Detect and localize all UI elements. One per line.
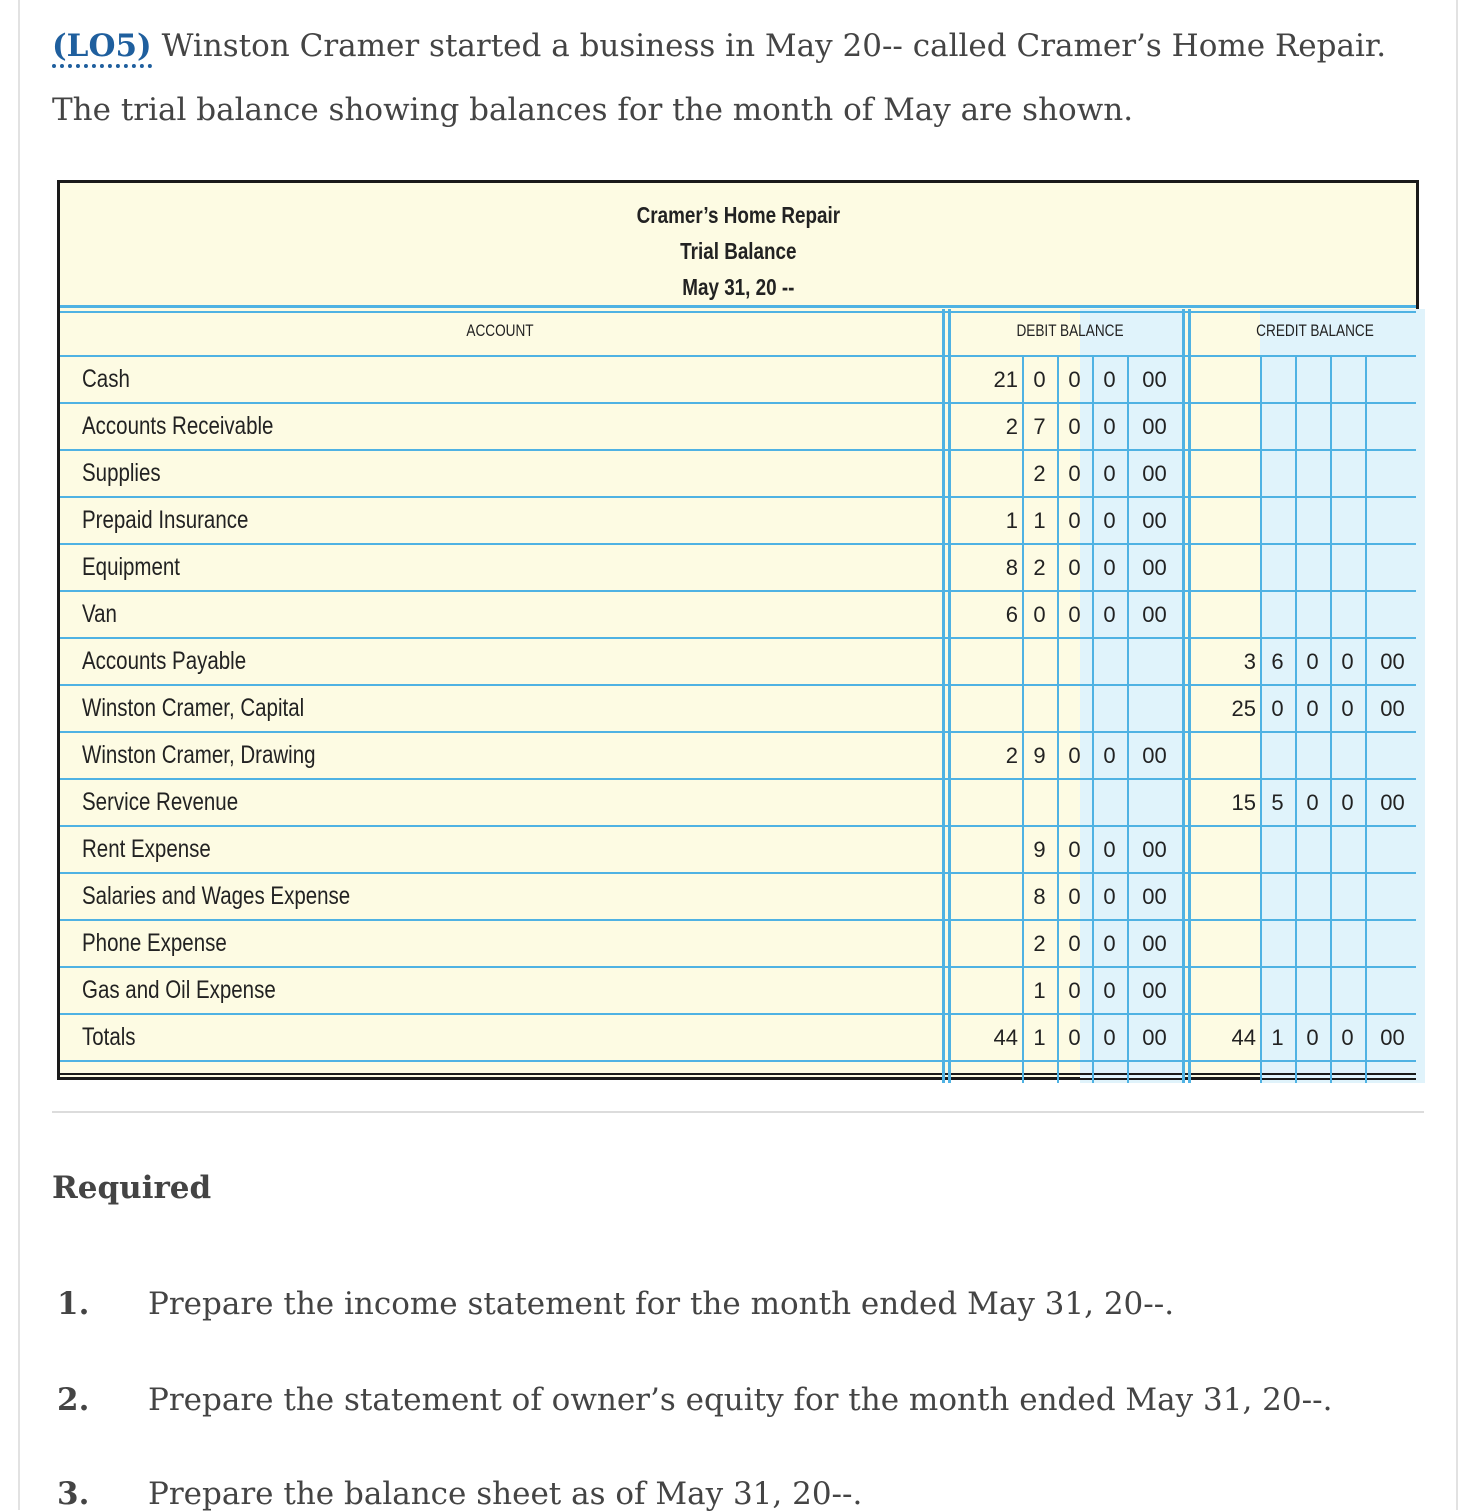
debit-amount-digit: 0	[1103, 837, 1116, 862]
debit-amount-digit: 1	[1033, 508, 1046, 533]
debit-amount-digit	[1057, 638, 1092, 685]
credit-amount-digit	[1260, 403, 1295, 450]
credit-amount-digit	[1295, 544, 1330, 591]
account-name: Prepaid Insurance	[82, 506, 249, 534]
credit-amount-digit: 0	[1341, 649, 1354, 674]
ledger-row	[60, 732, 1416, 779]
debit-amount-digit	[965, 685, 1020, 732]
section-divider	[52, 1111, 1424, 1113]
credit-amount-digit	[1330, 356, 1365, 403]
double-rule	[60, 1078, 1416, 1080]
debit-amount-digit	[1127, 779, 1182, 826]
debit-amount-digit	[965, 920, 1020, 967]
double-rule	[60, 1073, 1416, 1075]
credit-amount-digit	[1203, 826, 1258, 873]
learning-objective-link[interactable]: (LO5)	[52, 28, 152, 68]
credit-amount-digit: 5	[1271, 790, 1284, 815]
credit-amount-digit	[1203, 920, 1258, 967]
credit-amount-digit	[1260, 826, 1295, 873]
debit-amount-digit	[1057, 685, 1092, 732]
ledger-row	[60, 779, 1416, 826]
credit-amount-digit	[1295, 826, 1330, 873]
required-heading: Required	[52, 1170, 212, 1206]
trial-balance-ledger	[57, 180, 1419, 1080]
credit-amount-digit	[1203, 403, 1258, 450]
debit-amount-digit: 0	[1068, 743, 1081, 768]
account-name: Rent Expense	[82, 835, 211, 863]
account-name: Accounts Receivable	[82, 412, 274, 440]
credit-amount-digit	[1260, 920, 1295, 967]
credit-amount-digit	[1330, 920, 1365, 967]
credit-amount-digit: 0	[1271, 696, 1284, 721]
credit-amount-digit	[1365, 591, 1420, 638]
debit-amount-digit: 0	[1103, 978, 1116, 1003]
credit-amount-digit	[1203, 732, 1258, 779]
credit-amount-digit	[1260, 497, 1295, 544]
debit-amount-digit: 0	[1068, 367, 1081, 392]
credit-amount-digit	[1295, 356, 1330, 403]
debit-amount-digit: 0	[1103, 461, 1116, 486]
credit-amount-digit: 1	[1271, 1025, 1284, 1050]
debit-amount-digit: 00	[1142, 743, 1167, 768]
debit-amount-digit: 0	[1068, 602, 1081, 627]
ledger-row	[60, 403, 1416, 450]
credit-amount-digit	[1203, 450, 1258, 497]
debit-amount-digit	[1057, 779, 1092, 826]
debit-amount-digit: 0	[1068, 1025, 1081, 1050]
debit-amount-digit: 0	[1103, 414, 1116, 439]
credit-amount-digit	[1365, 403, 1420, 450]
account-name: Salaries and Wages Expense	[82, 882, 351, 910]
debit-amount-digit	[1092, 779, 1127, 826]
credit-amount-digit: 0	[1306, 790, 1319, 815]
debit-amount-digit	[1127, 685, 1182, 732]
debit-amount-digit	[965, 450, 1020, 497]
credit-amount-digit: 0	[1341, 790, 1354, 815]
debit-amount-digit: 00	[1142, 555, 1167, 580]
debit-amount-digit: 00	[1142, 978, 1167, 1003]
credit-amount-digit	[1295, 591, 1330, 638]
problem-text: Winston Cramer started a business in May 20-- called Cramer’s Home Repair. The trial balance showing balances for the month of May are shown.	[52, 28, 1387, 128]
credit-amount-digit	[1260, 591, 1295, 638]
credit-amount-digit	[1295, 967, 1330, 1014]
debit-amount-digit	[1022, 779, 1057, 826]
credit-amount-digit	[1260, 544, 1295, 591]
debit-amount-digit: 44	[993, 1025, 1018, 1050]
credit-amount-digit: 00	[1380, 790, 1405, 815]
debit-amount-digit: 0	[1068, 931, 1081, 956]
ledger-row	[60, 685, 1416, 732]
debit-amount-digit	[965, 638, 1020, 685]
debit-amount-digit: 8	[1005, 555, 1018, 580]
debit-amount-digit: 00	[1142, 931, 1167, 956]
debit-amount-digit: 00	[1142, 367, 1167, 392]
debit-amount-digit: 7	[1033, 414, 1046, 439]
debit-amount-digit: 00	[1142, 461, 1167, 486]
credit-amount-digit: 0	[1306, 696, 1319, 721]
credit-amount-digit	[1203, 967, 1258, 1014]
account-column-header: ACCOUNT	[466, 321, 534, 340]
debit-amount-digit: 2	[1033, 555, 1046, 580]
credit-amount-digit: 15	[1231, 790, 1256, 815]
ledger-row	[60, 638, 1416, 685]
required-item-text: Prepare the balance sheet as of May 31, 20--.	[148, 1476, 863, 1512]
required-item-number: 1.	[57, 1286, 90, 1322]
debit-amount-digit: 8	[1033, 884, 1046, 909]
credit-amount-digit	[1295, 403, 1330, 450]
credit-amount-digit	[1203, 497, 1258, 544]
problem-intro	[52, 14, 1432, 142]
credit-amount-digit: 0	[1306, 1025, 1319, 1050]
debit-amount-digit: 00	[1142, 837, 1167, 862]
debit-amount-digit: 0	[1103, 743, 1116, 768]
debit-amount-digit: 9	[1033, 837, 1046, 862]
account-name: Cash	[82, 365, 130, 393]
credit-amount-digit	[1330, 450, 1365, 497]
account-name: Accounts Payable	[82, 647, 247, 675]
ledger-heading	[182, 183, 1294, 307]
debit-amount-digit: 2	[1033, 931, 1046, 956]
debit-amount-digit	[1127, 638, 1182, 685]
debit-amount-digit	[965, 967, 1020, 1014]
credit-amount-digit	[1365, 873, 1420, 920]
credit-amount-digit	[1295, 873, 1330, 920]
ledger-row	[60, 873, 1416, 920]
debit-amount-digit: 2	[1033, 461, 1046, 486]
debit-amount-digit: 0	[1068, 837, 1081, 862]
credit-amount-digit	[1330, 826, 1365, 873]
ledger-row	[60, 450, 1416, 497]
ledger-row	[60, 544, 1416, 591]
debit-amount-digit: 21	[993, 367, 1018, 392]
debit-amount-digit: 6	[1005, 602, 1018, 627]
debit-amount-digit: 0	[1068, 461, 1081, 486]
totals-row	[60, 1014, 1416, 1061]
account-name: Gas and Oil Expense	[82, 976, 276, 1004]
credit-amount-digit: 0	[1306, 649, 1319, 674]
credit-amount-digit: 00	[1380, 1025, 1405, 1050]
debit-amount-digit	[965, 873, 1020, 920]
credit-amount-digit	[1260, 450, 1295, 497]
account-name: Winston Cramer, Capital	[82, 694, 305, 722]
debit-amount-digit: 0	[1103, 508, 1116, 533]
debit-column-header: DEBIT BALANCE	[1016, 321, 1124, 340]
credit-amount-digit	[1260, 873, 1295, 920]
credit-amount-digit: 3	[1243, 649, 1256, 674]
credit-amount-digit	[1365, 826, 1420, 873]
debit-amount-digit: 2	[1005, 743, 1018, 768]
credit-amount-digit: 0	[1341, 1025, 1354, 1050]
credit-amount-digit	[1260, 732, 1295, 779]
debit-amount-digit: 00	[1142, 508, 1167, 533]
debit-amount-digit: 1	[1005, 508, 1018, 533]
debit-amount-digit: 0	[1068, 508, 1081, 533]
credit-amount-digit	[1365, 356, 1420, 403]
debit-amount-digit: 0	[1103, 1025, 1116, 1050]
account-name: Winston Cramer, Drawing	[82, 741, 316, 769]
ledger-row	[60, 356, 1416, 403]
debit-amount-digit: 9	[1033, 743, 1046, 768]
debit-amount-digit: 0	[1068, 978, 1081, 1003]
ledger-row	[60, 591, 1416, 638]
credit-amount-digit	[1260, 356, 1295, 403]
debit-amount-digit: 00	[1142, 414, 1167, 439]
credit-amount-digit	[1330, 873, 1365, 920]
credit-amount-digit	[1203, 356, 1258, 403]
credit-amount-digit	[1365, 544, 1420, 591]
credit-amount-digit	[1365, 967, 1420, 1014]
credit-amount-digit	[1330, 497, 1365, 544]
account-name: Phone Expense	[82, 929, 227, 957]
credit-amount-digit	[1295, 497, 1330, 544]
credit-amount-digit	[1330, 591, 1365, 638]
ledger-row	[60, 920, 1416, 967]
debit-amount-digit	[1092, 638, 1127, 685]
required-item-number: 2.	[57, 1382, 90, 1418]
credit-amount-digit	[1260, 967, 1295, 1014]
required-item-number: 3.	[57, 1476, 90, 1512]
credit-column-header: CREDIT BALANCE	[1256, 321, 1374, 340]
credit-amount-digit	[1365, 450, 1420, 497]
credit-amount-digit	[1295, 920, 1330, 967]
debit-amount-digit: 0	[1068, 884, 1081, 909]
credit-amount-digit	[1330, 967, 1365, 1014]
credit-amount-digit: 44	[1231, 1025, 1256, 1050]
required-item-text: Prepare the income statement for the month ended May 31, 20--.	[148, 1286, 1175, 1322]
statement-date: May 31, 20 --	[682, 274, 795, 300]
account-name: Service Revenue	[82, 788, 239, 816]
credit-amount-digit: 0	[1341, 696, 1354, 721]
debit-amount-digit: 0	[1068, 414, 1081, 439]
debit-amount-digit: 00	[1142, 884, 1167, 909]
required-item-text: Prepare the statement of owner’s equity for the month ended May 31, 20--.	[148, 1382, 1333, 1418]
company-name: Cramer’s Home Repair	[636, 202, 841, 228]
debit-amount-digit	[1022, 638, 1057, 685]
credit-amount-digit	[1365, 732, 1420, 779]
debit-amount-digit: 00	[1142, 1025, 1167, 1050]
credit-amount-digit	[1330, 403, 1365, 450]
credit-amount-digit	[1295, 732, 1330, 779]
account-name: Van	[82, 600, 117, 628]
debit-amount-digit	[965, 779, 1020, 826]
ledger-row	[60, 967, 1416, 1014]
debit-amount-digit: 00	[1142, 602, 1167, 627]
credit-amount-digit: 6	[1271, 649, 1284, 674]
debit-amount-digit	[965, 826, 1020, 873]
credit-amount-digit	[1365, 920, 1420, 967]
debit-amount-digit: 0	[1068, 555, 1081, 580]
statement-name: Trial Balance	[680, 238, 797, 264]
credit-amount-digit	[1365, 497, 1420, 544]
debit-amount-digit: 2	[1005, 414, 1018, 439]
debit-amount-digit: 1	[1033, 978, 1046, 1003]
debit-amount-digit	[1022, 685, 1057, 732]
debit-amount-digit: 0	[1033, 602, 1046, 627]
ledger-row	[60, 497, 1416, 544]
debit-amount-digit	[1092, 685, 1127, 732]
debit-amount-digit: 0	[1103, 884, 1116, 909]
account-name: Supplies	[82, 459, 161, 487]
credit-amount-digit: 00	[1380, 696, 1405, 721]
debit-amount-digit: 0	[1103, 367, 1116, 392]
ledger-row	[60, 826, 1416, 873]
credit-amount-digit	[1203, 591, 1258, 638]
debit-amount-digit: 0	[1103, 931, 1116, 956]
debit-amount-digit: 0	[1103, 602, 1116, 627]
credit-amount-digit	[1330, 732, 1365, 779]
credit-amount-digit: 00	[1380, 649, 1405, 674]
credit-amount-digit	[1330, 544, 1365, 591]
credit-amount-digit	[1203, 544, 1258, 591]
account-name: Equipment	[82, 553, 181, 581]
debit-amount-digit: 0	[1103, 555, 1116, 580]
credit-amount-digit	[1295, 450, 1330, 497]
debit-amount-digit: 1	[1033, 1025, 1046, 1050]
credit-amount-digit: 25	[1231, 696, 1256, 721]
debit-amount-digit: 0	[1033, 367, 1046, 392]
credit-amount-digit	[1203, 873, 1258, 920]
heading-rule-2	[60, 311, 1416, 313]
heading-rule	[60, 305, 1416, 308]
account-name: Totals	[82, 1023, 136, 1051]
